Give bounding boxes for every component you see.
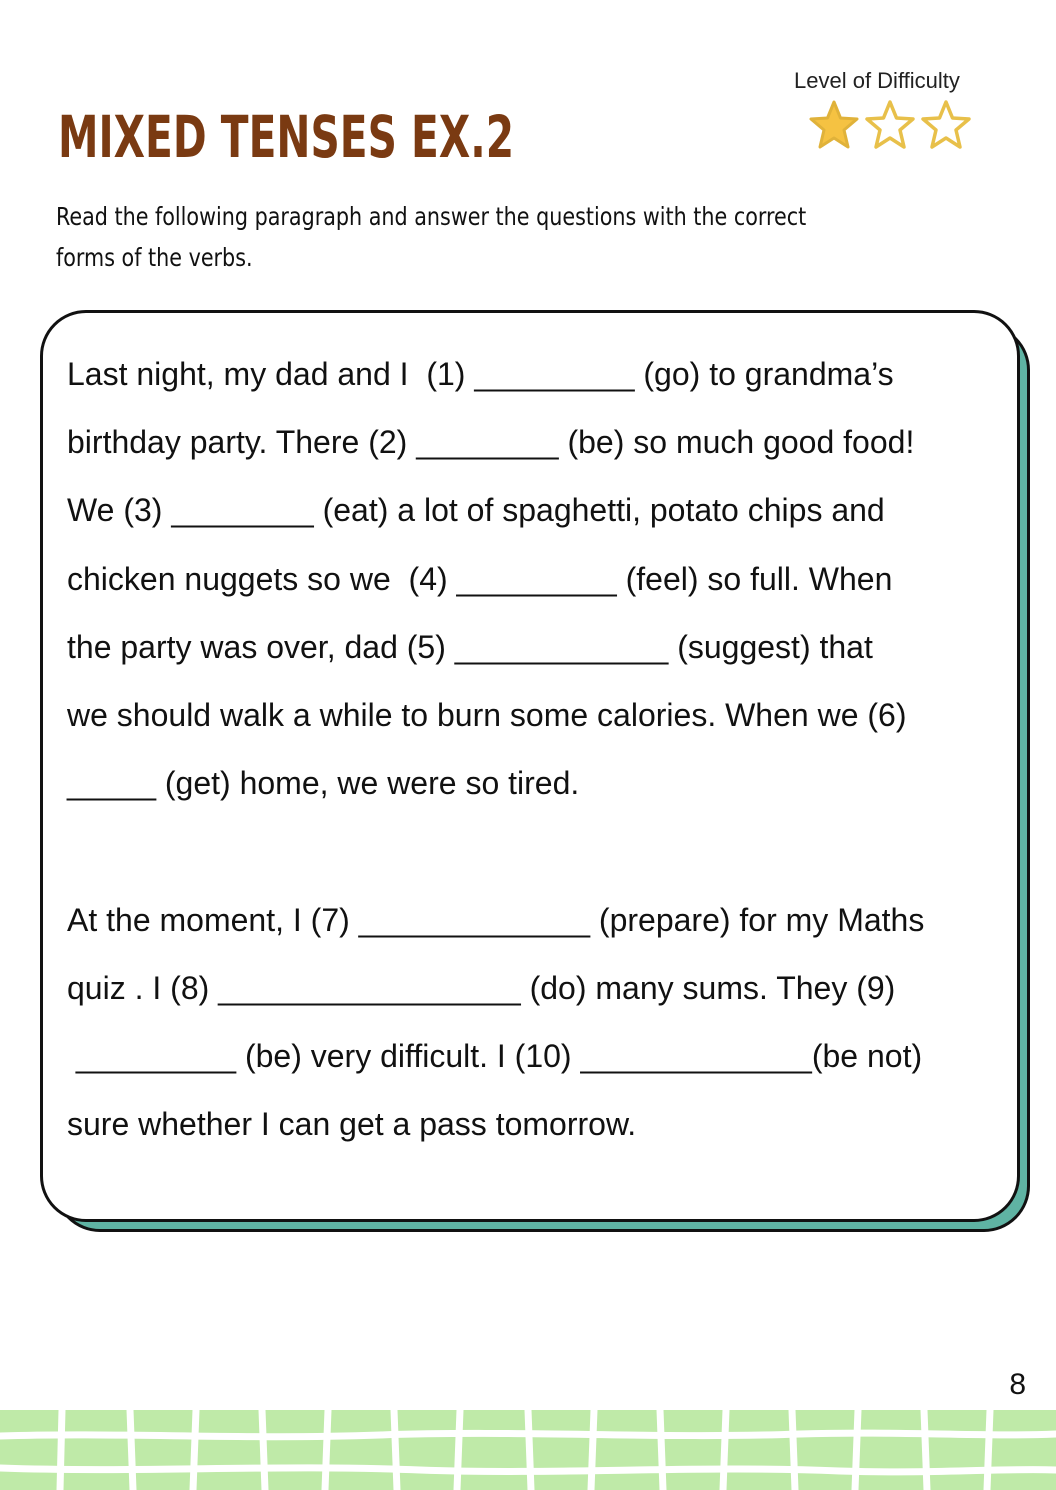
passage-line: _____ (get) home, we were so tired.: [67, 765, 580, 802]
paragraph-1: [67, 340, 1017, 817]
star-filled-icon: [806, 98, 862, 154]
passage-line: chicken nuggets so we (4) _________ (feel) so full. When: [67, 560, 893, 597]
star-outline-icon: [862, 98, 918, 154]
passage-line: At the moment, I (7) _____________ (prepare) for my Maths: [67, 901, 925, 938]
instructions-line: forms of the verbs.: [56, 243, 253, 272]
passage: [67, 340, 1017, 1158]
passage-line: sure whether I can get a pass tomorrow.: [67, 1106, 637, 1143]
paragraph-2: [67, 886, 1017, 1159]
instructions-line: Read the following paragraph and answer the questions with the correct: [56, 202, 807, 231]
passage-line: birthday party. There (2) ________ (be) so much good food!: [67, 424, 915, 461]
star-outline-icon: [918, 98, 974, 154]
passage-line: we should walk a while to burn some calories. When we (6): [67, 696, 907, 733]
page-title: MIXED TENSES EX.2: [58, 103, 515, 171]
passage-line: _________ (be) very difficult. I (10) _____________(be not): [67, 1037, 923, 1074]
paragraph-spacer: [67, 817, 1017, 885]
passage-line: quiz . I (8) _________________ (do) many sums. They (9): [67, 969, 896, 1006]
page-number: 8: [1009, 1368, 1026, 1401]
instructions: [56, 196, 884, 278]
difficulty-stars: [806, 98, 1000, 154]
footer-grid-decoration: [0, 1410, 1056, 1490]
difficulty-label: Level of Difficulty: [794, 68, 960, 93]
passage-line: We (3) ________ (eat) a lot of spaghetti, potato chips and: [67, 492, 885, 529]
difficulty-rating: [790, 70, 1000, 154]
passage-line: Last night, my dad and I (1) _________ (go) to grandma’s: [67, 356, 894, 392]
passage-line: the party was over, dad (5) ____________ (suggest) that: [67, 628, 873, 665]
